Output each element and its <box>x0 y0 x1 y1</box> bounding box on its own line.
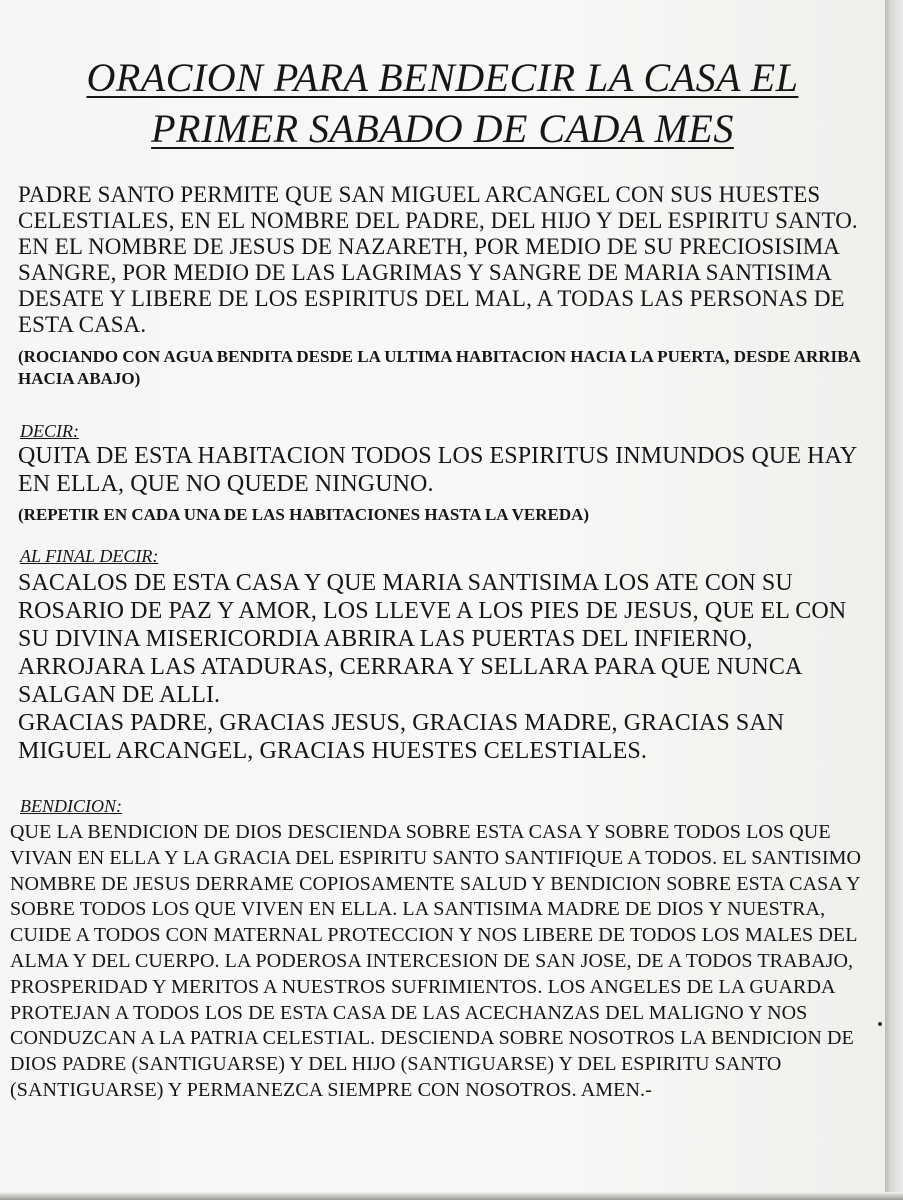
paper-edge-shadow <box>885 0 903 1200</box>
paper-bottom-shadow <box>0 1192 903 1200</box>
title-line-2: PRIMER SABADO DE CADA MES <box>151 106 734 151</box>
decir-text: QUITA DE ESTA HABITACION TODOS LOS ESPIRITUS INMUNDOS QUE HAY EN ELLA, QUE NO QUEDE NINGUNO. <box>18 443 857 497</box>
intro-paragraph: PADRE SANTO PERMITE QUE SAN MIGUEL ARCANGEL CON SUS HUESTES CELESTIALES, EN EL NOMBRE DEL PADRE, DEL HIJO Y DEL ESPIRITU SANTO. EN EL NOMBRE DE JESUS DE NAZARETH, POR MEDIO DE SU PRECIOSISIMA SANGRE, POR MEDIO DE LAS LAGRIMAS Y SANGRE DE MARIA SANTISIMA DESATE Y LIBERE DE LOS ESPIRITUS DEL MAL, A TODAS LAS PERSONAS DE ESTA CASA. <box>18 182 858 337</box>
decir-label: DECIR: <box>20 421 79 441</box>
bendicion-text: QUE LA BENDICION DE DIOS DESCIENDA SOBRE ESTA CASA Y SOBRE TODOS LOS QUE VIVAN EN ELLA Y LA GRACIA DEL ESPIRITU SANTO SANTIFIQUE A TODOS. EL SANTISIMO NOMBRE DE JESUS DERRAME COPIOSAMENTE SALUD Y BENDICION SOBRE ESTA CASA Y SOBRE TODOS LOS QUE VIVEN EN ELLA. LA SANTISIMA MADRE DE DIOS Y NUESTRA, CUIDE A TODOS CON MATERNAL PROTECCION Y NOS LIBERE DE TODOS LOS MALES DEL ALMA Y DEL CUERPO. LA PODEROSA INTERCESION DE SAN JOSE, DE A TODOS TRABAJO, PROSPERIDAD Y MERITOS A NUESTROS SUFRIMIENTOS. LOS ANGELES DE LA GUARDA PROTEJAN A TODOS LOS DE ESTA CASA DE LAS ACECHANZAS DEL MALIGNO Y NOS CONDUZCAN A LA PATRIA CELESTIAL. DESCIENDA SOBRE NOSOTROS LA BENDICION DE DIOS PADRE (SANTIGUARSE) Y DEL HIJO (SANTIGUARSE) Y DEL ESPIRITU SANTO (SANTIGUARSE) Y PERMANEZCA SIEMPRE CON NOSOTROS. AMEN.- <box>10 821 862 1101</box>
paper-speck <box>878 1022 882 1026</box>
thanks-text: GRACIAS PADRE, GRACIAS JESUS, GRACIAS MADRE, GRACIAS SAN MIGUEL ARCANGEL, GRACIAS HUESTES CELESTIALES. <box>18 710 785 764</box>
final-label: AL FINAL DECIR: <box>20 546 159 566</box>
final-text: SACALOS DE ESTA CASA Y QUE MARIA SANTISIMA LOS ATE CON SU ROSARIO DE PAZ Y AMOR, LOS LLEVE A LOS PIES DE JESUS, QUE EL CON SU DIVINA MISERICORDIA ABRIRA LAS PUERTAS DEL INFIERNO, ARROJARA LAS ATADURAS, CERRARA Y SELLARA PARA QUE NUNCA SALGAN DE ALLI. <box>18 570 847 708</box>
instruction-repeat: (REPETIR EN CADA UNA DE LAS HABITACIONES HASTA LA VEREDA) <box>18 505 590 524</box>
title-line-1: ORACION PARA BENDECIR LA CASA EL <box>86 55 799 100</box>
instruction-holy-water: (ROCIANDO CON AGUA BENDITA DESDE LA ULTIMA HABITACION HACIA LA PUERTA, DESDE ARRIBA HACIA ABAJO) <box>18 347 860 388</box>
bendicion-label: BENDICION: <box>20 796 122 816</box>
